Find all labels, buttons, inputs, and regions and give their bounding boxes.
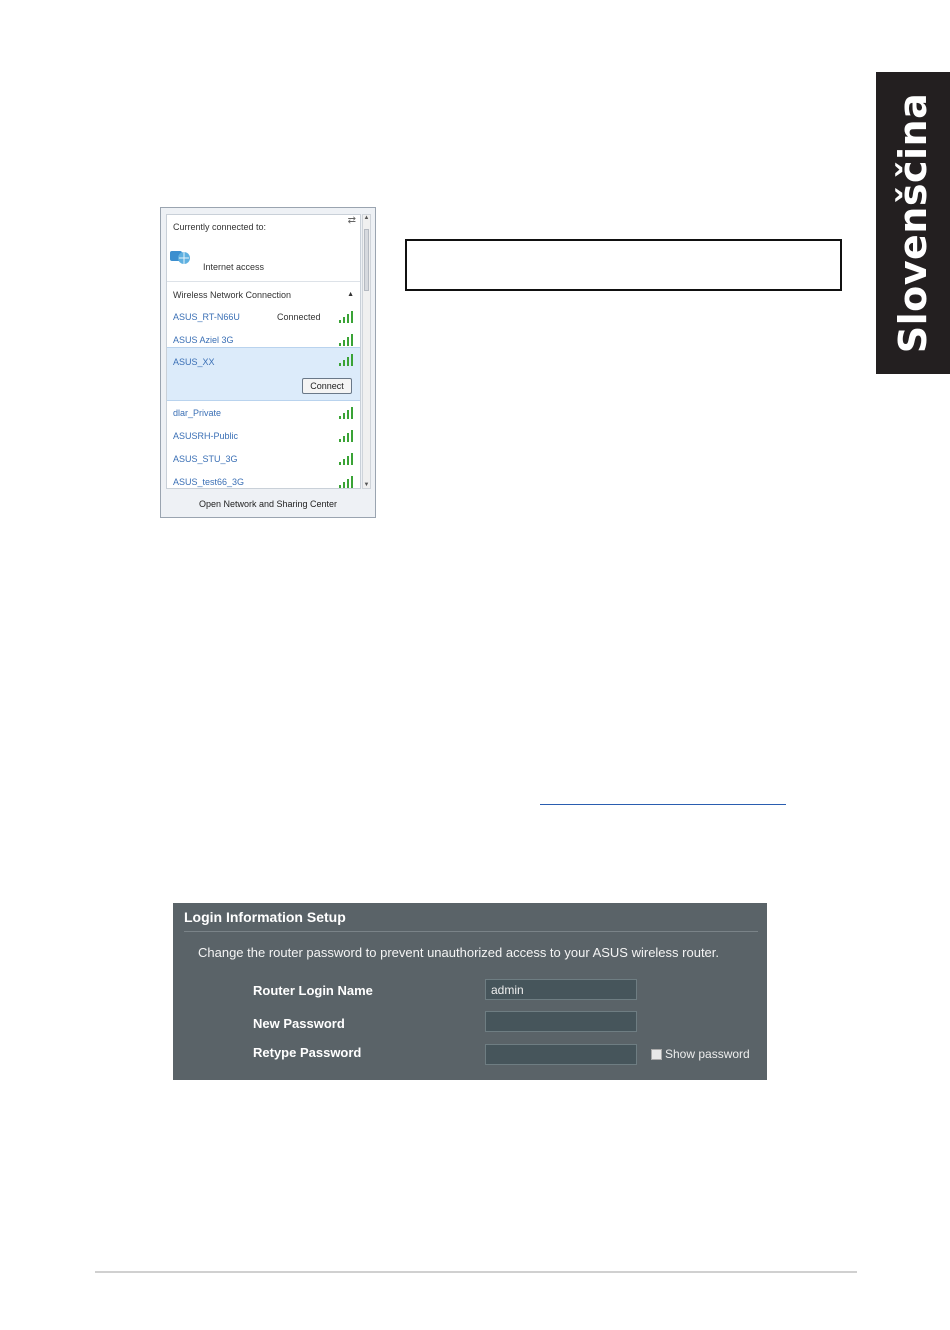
show-password-label: Show password bbox=[665, 1047, 750, 1061]
open-network-sharing-center-link[interactable]: Open Network and Sharing Center bbox=[198, 499, 338, 509]
network-name: dlar_Private bbox=[173, 408, 222, 418]
refresh-icon[interactable]: ⇄ bbox=[347, 215, 356, 226]
retype-password-label: Retype Password bbox=[253, 1045, 362, 1060]
scrollbar[interactable] bbox=[362, 214, 371, 489]
divider bbox=[167, 281, 360, 282]
network-name: ASUS_RT-N66U bbox=[173, 312, 240, 322]
language-tab bbox=[876, 72, 950, 374]
network-item[interactable] bbox=[173, 472, 354, 489]
retype-password-input[interactable] bbox=[485, 1044, 637, 1065]
login-information-setup-panel bbox=[173, 903, 767, 1080]
network-globe-icon bbox=[169, 249, 191, 265]
new-password-label: New Password bbox=[253, 1016, 345, 1031]
connected-status: Connected bbox=[277, 312, 321, 322]
wifi-list-pane bbox=[166, 214, 361, 489]
network-name: ASUS_test66_3G bbox=[173, 477, 245, 487]
signal-strength-icon bbox=[338, 453, 354, 465]
signal-strength-icon bbox=[338, 354, 354, 366]
language-tab-label: Slovenščina bbox=[891, 92, 935, 354]
signal-strength-icon bbox=[338, 334, 354, 346]
panel-description: Change the router password to prevent unauthorized access to your ASUS wireless router. bbox=[198, 945, 720, 960]
scroll-up-icon[interactable]: ▲ bbox=[363, 215, 370, 221]
currently-connected-label: Currently connected to: bbox=[173, 222, 267, 232]
divider bbox=[184, 931, 758, 932]
note-box bbox=[405, 239, 842, 291]
collapse-icon[interactable]: ▲ bbox=[347, 291, 354, 298]
signal-strength-icon bbox=[338, 476, 354, 488]
scrollbar-thumb[interactable] bbox=[364, 229, 369, 291]
network-name: ASUS_XX bbox=[173, 357, 215, 367]
network-item[interactable] bbox=[173, 307, 354, 327]
selected-network-item[interactable] bbox=[167, 347, 360, 401]
network-item[interactable] bbox=[173, 449, 354, 469]
signal-strength-icon bbox=[338, 430, 354, 442]
signal-strength-icon bbox=[338, 407, 354, 419]
signal-strength-icon bbox=[338, 311, 354, 323]
connect-button[interactable]: Connect bbox=[302, 378, 352, 394]
wifi-network-popup bbox=[160, 207, 376, 518]
router-login-name-input[interactable] bbox=[485, 979, 637, 1000]
network-item[interactable] bbox=[173, 403, 354, 423]
footer-rule bbox=[95, 1271, 857, 1273]
new-password-input[interactable] bbox=[485, 1011, 637, 1032]
link-underline[interactable] bbox=[540, 804, 786, 805]
panel-title: Login Information Setup bbox=[184, 909, 346, 925]
show-password-checkbox[interactable] bbox=[651, 1049, 662, 1060]
section-header: Wireless Network Connection bbox=[173, 290, 292, 300]
network-item[interactable] bbox=[173, 426, 354, 446]
internet-access-label: Internet access bbox=[203, 262, 265, 272]
scroll-down-icon[interactable]: ▼ bbox=[363, 482, 370, 488]
network-name: ASUS_STU_3G bbox=[173, 454, 238, 464]
router-login-name-label: Router Login Name bbox=[253, 983, 373, 998]
network-name: ASUS Aziel 3G bbox=[173, 335, 234, 345]
network-name: ASUSRH-Public bbox=[173, 431, 239, 441]
